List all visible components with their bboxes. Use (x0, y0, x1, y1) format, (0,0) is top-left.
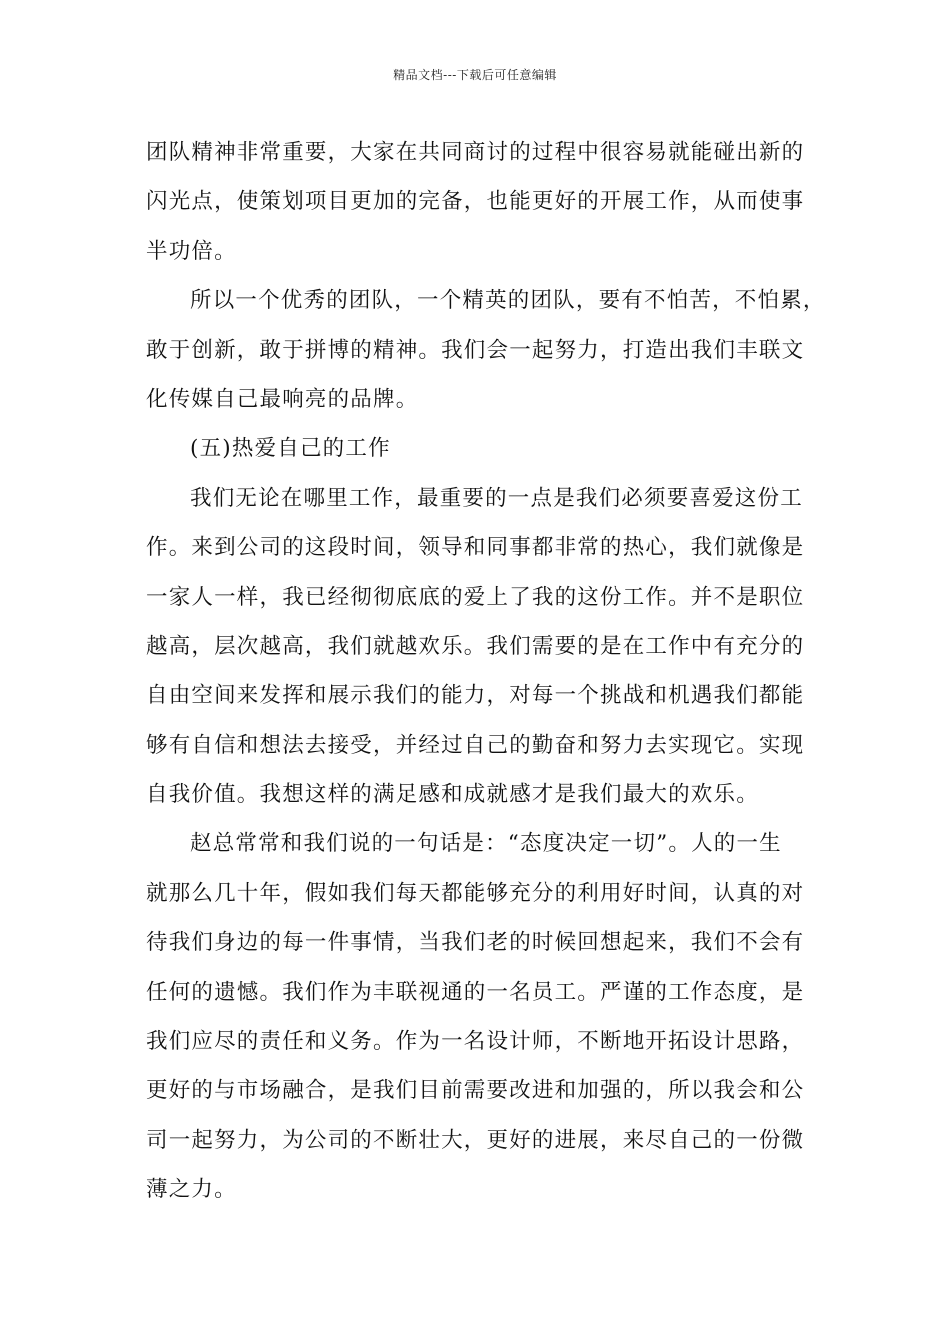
text-line: 所以一个优秀的团队，一个精英的团队，要有不怕苦，不怕累， (190, 288, 826, 314)
paragraph (146, 474, 821, 820)
text-line: 待我们身边的每一件事情，当我们老的时候回想起来，我们不会有 (146, 930, 805, 956)
section-heading (146, 424, 821, 473)
text-line: 半功倍。 (146, 238, 237, 264)
section-heading-text: (五)热爱自己的工作 (190, 436, 391, 462)
text-line: 化传媒自己最响亮的品牌。 (146, 386, 419, 412)
text-line: 赵总常常和我们说的一句话是：“态度决定一切”。人的一生 (190, 831, 782, 857)
paragraph (146, 128, 821, 276)
text-line: 司一起努力，为公司的不断壮大，更好的进展，来尽自己的一份微 (146, 1127, 805, 1153)
text-line: 作。来到公司的这段时间，领导和同事都非常的热心，我们就像是 (146, 535, 805, 561)
text-line: 我们应尽的责任和义务。作为一名设计师，不断地开拓设计思路， (146, 1029, 805, 1055)
document-body (146, 128, 826, 1215)
text-line: 我们无论在哪里工作，最重要的一点是我们必须要喜爱这份工 (190, 485, 803, 511)
text-line: 薄之力。 (146, 1177, 237, 1203)
text-line: 任何的遗憾。我们作为丰联视通的一名员工。严谨的工作态度，是 (146, 979, 805, 1005)
text-line: 够有自信和想法去接受，并经过自己的勤奋和努力去实现它。实现 (146, 732, 805, 758)
text-line: 越高，层次越高，我们就越欢乐。我们需要的是在工作中有充分的 (146, 633, 805, 659)
text-line: 就那么几十年，假如我们每天都能够充分的利用好时间，认真的对 (146, 880, 805, 906)
text-line: 团队精神非常重要，大家在共同商讨的过程中很容易就能碰出新的 (146, 140, 805, 165)
paragraph (146, 276, 826, 424)
text-line: 闪光点，使策划项目更加的完备，也能更好的开展工作，从而使事 (146, 189, 805, 215)
text-line: 自由空间来发挥和展示我们的能力，对每一个挑战和机遇我们都能 (146, 683, 805, 709)
text-line: 一家人一样，我已经彻彻底底的爱上了我的这份工作。并不是职位 (146, 584, 805, 610)
text-line: 更好的与市场融合，是我们目前需要改进和加强的，所以我会和公 (146, 1078, 805, 1104)
text-line: 敢于创新，敢于拼博的精神。我们会一起努力，打造出我们丰联文 (146, 337, 805, 363)
text-line: 自我价值。我想这样的满足感和成就感才是我们最大的欢乐。 (146, 782, 759, 808)
page-header: 精品文档---下载后可任意编辑 (393, 68, 557, 82)
paragraph (146, 819, 821, 1214)
